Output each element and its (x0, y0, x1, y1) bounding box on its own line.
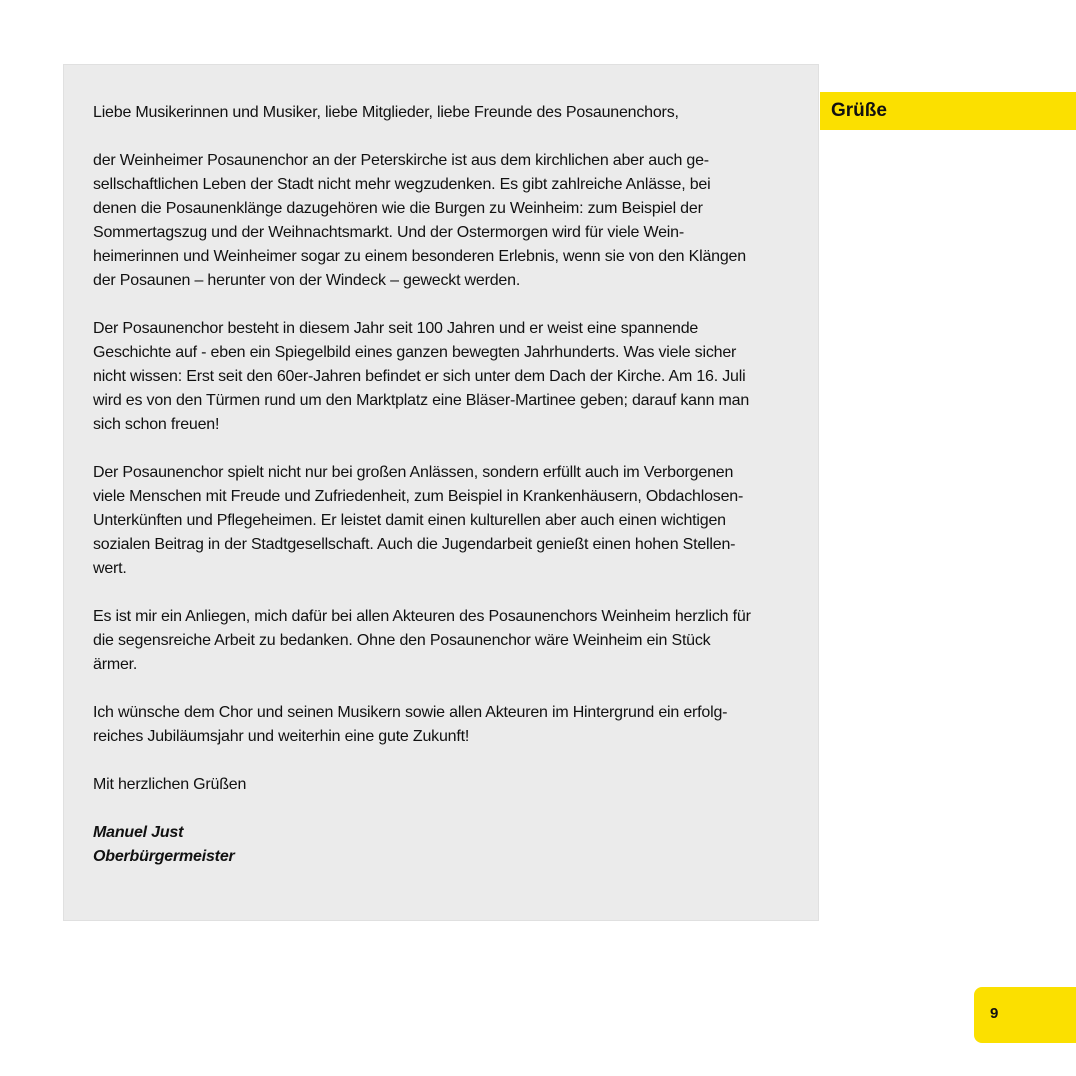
paragraph-line: sozialen Beitrag in der Stadtgesellschaft. Auch die Jugendarbeit genießt einen hohen Stellen- (93, 536, 736, 553)
paragraph (93, 701, 813, 749)
signature (93, 821, 813, 869)
paragraph-line: Unterkünften und Pflegeheimen. Er leistet damit einen kulturellen aber auch einen wichtigen (93, 512, 726, 529)
section-tab (820, 92, 1076, 130)
paragraph-line: Der Posaunenchor spielt nicht nur bei großen Anlässen, sondern erfüllt auch im Verborgenen (93, 464, 734, 481)
paragraph (93, 149, 813, 293)
page-number: 9 (990, 1005, 999, 1022)
paragraph-line: sellschaftlichen Leben der Stadt nicht mehr wegzudenken. Es gibt zahlreiche Anlässe, bei (93, 176, 711, 193)
salutation-text: Liebe Musikerinnen und Musiker, liebe Mitglieder, liebe Freunde des Posaunenchors, (93, 104, 679, 121)
paragraph-line: wird es von den Türmen rund um den Marktplatz eine Bläser-Martinee geben; darauf kann man (93, 392, 750, 409)
paragraphs (93, 149, 813, 749)
closing-text: Mit herzlichen Grüßen (93, 776, 247, 793)
closing (93, 773, 813, 797)
paragraph-line: der Weinheimer Posaunenchor an der Peterskirche ist aus dem kirchlichen aber auch ge- (93, 152, 709, 169)
paragraph-line: wert. (93, 560, 127, 577)
paragraph (93, 461, 813, 581)
paragraph-line: Sommertagszug und der Weihnachtsmarkt. Und der Ostermorgen wird für viele Wein- (93, 224, 684, 241)
paragraph (93, 605, 813, 677)
paragraph-line: Der Posaunenchor besteht in diesem Jahr seit 100 Jahren und er weist eine spannende (93, 320, 699, 337)
paragraph-line: der Posaunen – herunter von der Windeck – geweckt werden. (93, 272, 521, 289)
paragraph-line: Ich wünsche dem Chor und seinen Musikern sowie allen Akteuren im Hintergrund ein erfolg- (93, 704, 728, 721)
paragraph-line: heimerinnen und Weinheimer sogar zu einem besonderen Erlebnis, wenn sie von den Klängen (93, 248, 746, 265)
paragraph-line: ärmer. (93, 656, 138, 673)
paragraph-line: Es ist mir ein Anliegen, mich dafür bei allen Akteuren des Posaunenchors Weinheim herzlich für (93, 608, 751, 625)
section-tab-label: Grüße (831, 100, 887, 121)
paragraph-line: denen die Posaunenklänge dazugehören wie die Burgen zu Weinheim: zum Beispiel der (93, 200, 703, 217)
salutation (93, 101, 813, 125)
paragraph-line: sich schon freuen! (93, 416, 220, 433)
signature-name: Manuel Just (93, 824, 184, 841)
paragraph-line: reiches Jubiläumsjahr und weiterhin eine gute Zukunft! (93, 728, 470, 745)
paragraph-line: Geschichte auf - eben ein Spiegelbild eines ganzen bewegten Jahrhunderts. Was viele sicher (93, 344, 737, 361)
paragraph-line: viele Menschen mit Freude und Zufriedenheit, zum Beispiel in Krankenhäusern, Obdachlosen- (93, 488, 744, 505)
letter-body (93, 101, 813, 893)
paragraph-line: die segensreiche Arbeit zu bedanken. Ohne den Posaunenchor wäre Weinheim ein Stück (93, 632, 711, 649)
page-number-badge (974, 987, 1076, 1043)
signature-title: Oberbürgermeister (93, 848, 235, 865)
paragraph (93, 317, 813, 437)
paragraph-line: nicht wissen: Erst seit den 60er-Jahren befindet er sich unter dem Dach der Kirche. Am 16. Juli (93, 368, 746, 385)
